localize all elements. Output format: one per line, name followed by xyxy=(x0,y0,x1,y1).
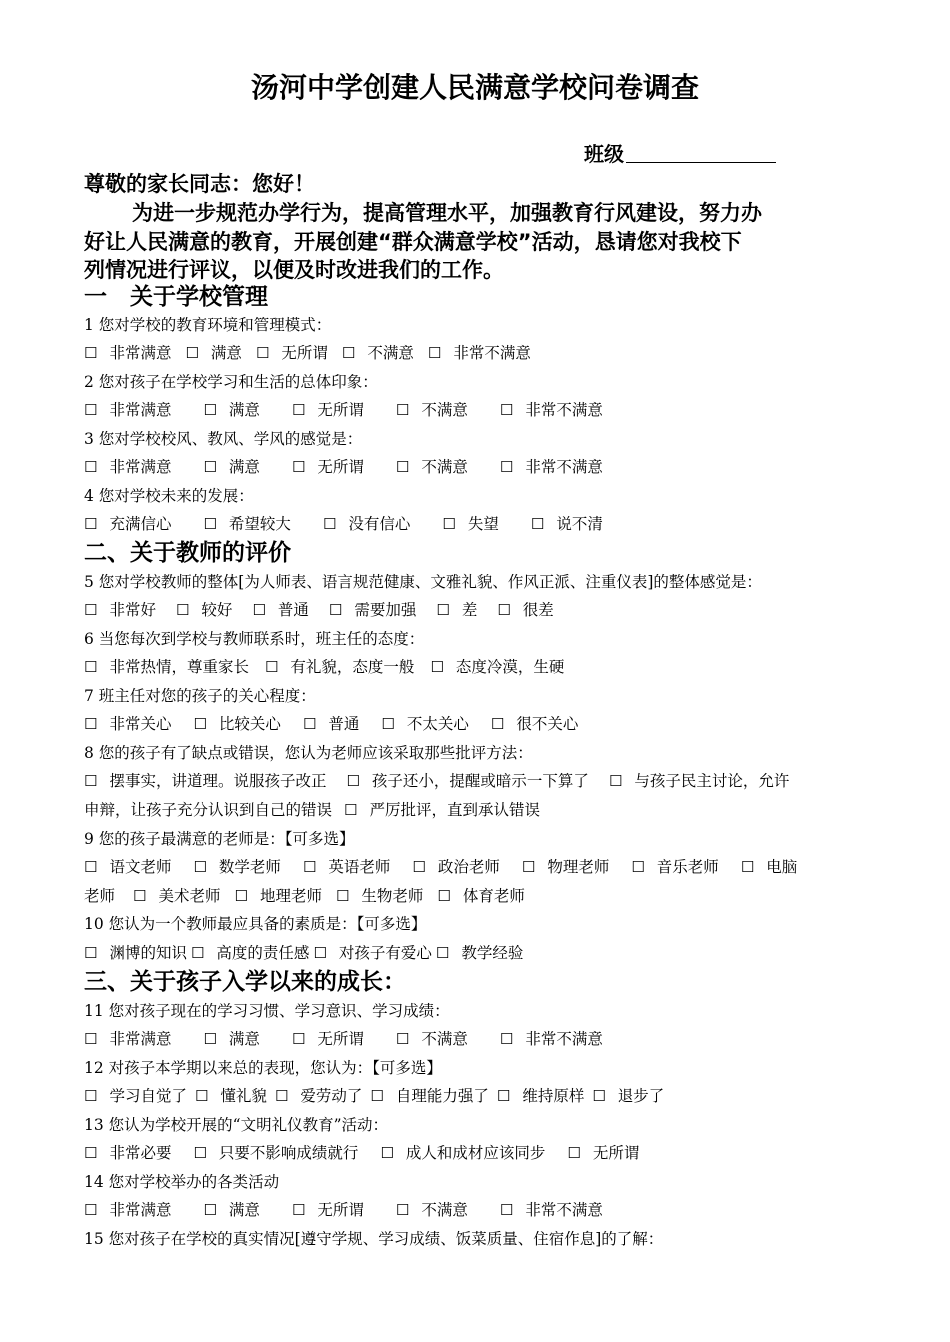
options-10 xyxy=(84,942,523,964)
options-8a xyxy=(84,770,789,792)
checkbox-option[interactable]: ☐ 非常热情，尊重家长 xyxy=(84,656,249,678)
question-11: 11 您对孩子现在的学习习惯、学习意识、学习成绩： xyxy=(84,1002,450,1020)
section-heading-3: 三、关于孩子入学以来的成长： xyxy=(84,969,406,995)
checkbox-option[interactable]: ☐ 非常不满意 xyxy=(428,342,531,364)
checkbox-option[interactable]: ☐ 非常满意 xyxy=(84,342,171,364)
checkbox-option[interactable]: ☐ 有礼貌，态度一般 xyxy=(265,656,414,678)
checkbox-option[interactable]: ☐ 非常满意 xyxy=(84,399,171,421)
checkbox-option[interactable]: ☐ 电脑 xyxy=(741,856,797,878)
checkbox-option[interactable]: ☐ 英语老师 xyxy=(303,856,390,878)
checkbox-option[interactable]: ☐ 很不关心 xyxy=(491,713,578,735)
options-5 xyxy=(84,599,554,621)
question-2: 2 您对孩子在学校学习和生活的总体印象： xyxy=(84,373,378,391)
checkbox-option[interactable]: ☐ 政治老师 xyxy=(412,856,499,878)
checkbox-option[interactable]: ☐ 不太关心 xyxy=(381,713,468,735)
checkbox-option[interactable]: ☐ 维持原样 xyxy=(497,1085,584,1107)
question-4: 4 您对学校未来的发展： xyxy=(84,487,254,505)
class-field xyxy=(584,142,776,166)
option-8-continued-text: 申辩，让孩子充分认识到自己的错误 xyxy=(84,801,333,819)
checkbox-option[interactable]: ☐ 懂礼貌 xyxy=(195,1085,267,1107)
checkbox-option[interactable]: ☐ 爱劳动了 xyxy=(275,1085,362,1107)
checkbox-option[interactable]: ☐ 较好 xyxy=(176,599,232,621)
options-8b xyxy=(84,799,540,821)
checkbox-option[interactable]: ☐ 说不清 xyxy=(531,513,603,535)
options-2 xyxy=(84,399,603,421)
question-5: 5 您对学校教师的整体[为人师表、语言规范健康、文雅礼貌、作风正派、注重仪表]的整体感觉是： xyxy=(84,573,762,591)
question-10: 10 您认为一个教师最应具备的素质是：【可多选】 xyxy=(84,915,427,933)
checkbox-option[interactable]: ☐ 希望较大 xyxy=(203,513,290,535)
checkbox-option[interactable]: ☐ 非常不满意 xyxy=(500,1028,603,1050)
checkbox-option[interactable]: ☐ 体育老师 xyxy=(437,885,524,907)
checkbox-option[interactable]: ☐ 非常满意 xyxy=(84,1028,171,1050)
checkbox-option[interactable]: ☐ 生物老师 xyxy=(336,885,423,907)
checkbox-option[interactable]: ☐ 需要加强 xyxy=(329,599,416,621)
checkbox-option[interactable]: ☐ 普通 xyxy=(252,599,308,621)
options-4 xyxy=(84,513,603,535)
question-15: 15 您对孩子在学校的真实情况[遵守学规、学习成绩、饭菜质量、住宿作息]的了解： xyxy=(84,1230,664,1248)
checkbox-option[interactable]: ☐ 态度冷漠，生硬 xyxy=(430,656,564,678)
checkbox-option[interactable]: ☐ 不满意 xyxy=(396,1199,468,1221)
options-1 xyxy=(84,342,531,364)
checkbox-option[interactable]: ☐ 地理老师 xyxy=(234,885,321,907)
class-label: 班级 xyxy=(584,142,624,166)
checkbox-option[interactable]: ☐ 不满意 xyxy=(396,399,468,421)
question-14: 14 您对学校举办的各类活动 xyxy=(84,1173,280,1191)
checkbox-option[interactable]: ☐ 物理老师 xyxy=(522,856,609,878)
checkbox-option[interactable]: ☐ 不满意 xyxy=(342,342,414,364)
checkbox-option[interactable]: ☐ 数学老师 xyxy=(193,856,280,878)
checkbox-option[interactable]: ☐ 差 xyxy=(436,599,477,621)
checkbox-option[interactable]: ☐ 学习自觉了 xyxy=(84,1085,187,1107)
intro-line-1: 为进一步规范办学行为，提高管理水平，加强教育行风建设，努力办 xyxy=(132,201,762,225)
section-heading-1: 一 关于学校管理 xyxy=(84,284,268,310)
options-14 xyxy=(84,1199,603,1221)
options-13 xyxy=(84,1142,639,1164)
options-7 xyxy=(84,713,578,735)
checkbox-option[interactable]: ☐ 对孩子有爱心 xyxy=(313,942,431,964)
checkbox-option[interactable]: ☐ 无所谓 xyxy=(292,1199,364,1221)
question-6: 6 当您每次到学校与教师联系时，班主任的态度： xyxy=(84,630,425,648)
checkbox-option[interactable]: ☐ 满意 xyxy=(185,342,241,364)
checkbox-option[interactable]: ☐ 孩子还小，提醒或暗示一下算了 xyxy=(346,770,588,792)
intro-line-2: 好让人民满意的教育，开展创建“群众满意学校”活动，恳请您对我校下 xyxy=(84,230,742,254)
question-8: 8 您的孩子有了缺点或错误，您认为老师应该采取那些批评方法： xyxy=(84,744,533,762)
checkbox-option[interactable]: ☐ 比较关心 xyxy=(193,713,280,735)
checkbox-option[interactable]: ☐ 满意 xyxy=(203,456,259,478)
checkbox-option[interactable]: ☐ 满意 xyxy=(203,1028,259,1050)
checkbox-option[interactable]: ☐ 非常满意 xyxy=(84,456,171,478)
checkbox-option[interactable]: ☐ 普通 xyxy=(303,713,359,735)
checkbox-option[interactable]: ☐ 只要不影响成绩就行 xyxy=(193,1142,358,1164)
question-13: 13 您认为学校开展的“文明礼仪教育”活动： xyxy=(84,1116,388,1134)
options-3 xyxy=(84,456,603,478)
option-9-continued-text: 老师 xyxy=(84,887,116,905)
page-title: 汤河中学创建人民满意学校问卷调查 xyxy=(250,71,699,104)
checkbox-option[interactable]: ☐ 非常不满意 xyxy=(500,399,603,421)
checkbox-option[interactable]: ☐ 严厉批评，直到承认错误 xyxy=(344,799,540,821)
checkbox-option[interactable]: ☐ 退步了 xyxy=(592,1085,664,1107)
checkbox-option[interactable]: ☐ 教学经验 xyxy=(436,942,523,964)
checkbox-option[interactable]: ☐ 非常满意 xyxy=(84,1199,171,1221)
checkbox-option[interactable]: ☐ 与孩子民主讨论，允许 xyxy=(609,770,789,792)
checkbox-option[interactable]: ☐ 自理能力强了 xyxy=(370,1085,488,1107)
options-6 xyxy=(84,656,564,678)
checkbox-option[interactable]: ☐ 美术老师 xyxy=(133,885,220,907)
checkbox-option[interactable]: ☐ 失望 xyxy=(442,513,498,535)
checkbox-option[interactable]: ☐ 充满信心 xyxy=(84,513,171,535)
checkbox-option[interactable]: ☐ 不满意 xyxy=(396,1028,468,1050)
checkbox-option[interactable]: ☐ 不满意 xyxy=(396,456,468,478)
options-9b xyxy=(84,885,525,907)
checkbox-option[interactable]: ☐ 无所谓 xyxy=(256,342,328,364)
checkbox-option[interactable]: ☐ 非常必要 xyxy=(84,1142,171,1164)
checkbox-option[interactable]: ☐ 无所谓 xyxy=(292,456,364,478)
checkbox-option[interactable]: ☐ 非常好 xyxy=(84,599,156,621)
checkbox-option[interactable]: ☐ 无所谓 xyxy=(292,1028,364,1050)
question-9: 9 您的孩子最满意的老师是：【可多选】 xyxy=(84,830,355,848)
checkbox-option[interactable]: ☐ 满意 xyxy=(203,399,259,421)
section-heading-2: 二、关于教师的评价 xyxy=(84,540,291,566)
greeting: 尊敬的家长同志：您好！ xyxy=(84,172,315,196)
checkbox-option[interactable]: ☐ 无所谓 xyxy=(292,399,364,421)
checkbox-option[interactable]: ☐ 音乐老师 xyxy=(631,856,718,878)
checkbox-option[interactable]: ☐ 渊博的知识 xyxy=(84,942,187,964)
checkbox-option[interactable]: ☐ 无所谓 xyxy=(567,1142,639,1164)
question-7: 7 班主任对您的孩子的关心程度： xyxy=(84,687,316,705)
checkbox-option[interactable]: ☐ 语文老师 xyxy=(84,856,171,878)
question-1: 1 您对学校的教育环境和管理模式： xyxy=(84,316,332,334)
checkbox-option[interactable]: ☐ 非常不满意 xyxy=(500,456,603,478)
options-11 xyxy=(84,1028,603,1050)
class-input-line[interactable] xyxy=(626,144,776,163)
question-3: 3 您对学校校风、教风、学风的感觉是： xyxy=(84,430,363,448)
checkbox-option[interactable]: ☐ 没有信心 xyxy=(323,513,410,535)
intro-line-3: 列情况进行评议，以便及时改进我们的工作。 xyxy=(84,258,504,282)
checkbox-option[interactable]: ☐ 非常不满意 xyxy=(500,1199,603,1221)
checkbox-option[interactable]: ☐ 很差 xyxy=(497,599,553,621)
options-9a xyxy=(84,856,797,878)
checkbox-option[interactable]: ☐ 满意 xyxy=(203,1199,259,1221)
checkbox-option[interactable]: ☐ 摆事实，讲道理。说服孩子改正 xyxy=(84,770,326,792)
checkbox-option[interactable]: ☐ 成人和成材应该同步 xyxy=(380,1142,545,1164)
question-12: 12 对孩子本学期以来总的表现，您认为：【可多选】 xyxy=(84,1059,442,1077)
options-12 xyxy=(84,1085,664,1107)
checkbox-option[interactable]: ☐ 高度的责任感 xyxy=(191,942,309,964)
checkbox-option[interactable]: ☐ 非常关心 xyxy=(84,713,171,735)
